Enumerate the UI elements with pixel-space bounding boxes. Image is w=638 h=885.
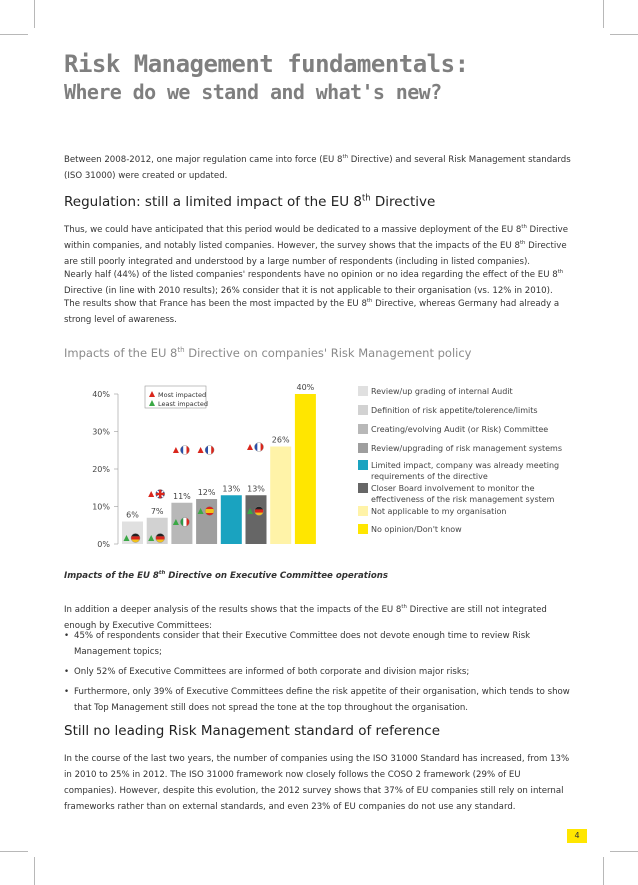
paragraph: In addition a deeper analysis of the results shows that the impacts of the EU 8th Directive are still not integrated enough by Executive Committees: — [64, 604, 547, 631]
legend-swatch — [358, 483, 368, 493]
france-flag-icon — [254, 442, 264, 452]
crop-mark — [34, 857, 35, 885]
bar — [270, 447, 291, 545]
list-item: • Furthermore, only 39% of Executive Committees define the risk appetite of their organisation, which tends to show that Top Management still does not spread the tone at the top throughout the organisation. — [64, 684, 576, 716]
legend-swatch — [358, 524, 368, 534]
y-tick-label: 0% — [97, 540, 110, 549]
section-heading-standards: Still no leading Risk Management standard of reference — [64, 723, 441, 739]
paragraph: Nearly half (44%) of the listed companies' respondents have no opinion or no idea regarding the effect of the EU 8th Directive (in line with 2010 results); 26% consider that it is not applicable to their organisation (vs. 12% in 2010). — [64, 269, 564, 296]
y-tick-label: 20% — [92, 465, 110, 474]
france-flag-icon — [205, 445, 215, 455]
page-title: Risk Management fundamentals: — [64, 50, 469, 78]
legend-swatch — [358, 386, 368, 396]
paragraph: Thus, we could have anticipated that this period would be dedicated to a massive deployment of the EU 8th Directive within companies, and notably listed companies. However, the survey shows that the impacts of the EU 8th Directive are still poorly integrated and understood by a large number of respondents (including in listed companies). — [64, 224, 569, 267]
crop-mark — [610, 851, 638, 852]
page-number: 4 — [567, 829, 587, 843]
impact-key — [145, 386, 208, 408]
legend-label: effectiveness of the risk management system — [371, 495, 555, 504]
bullet-list — [64, 628, 576, 720]
bar-value-label: 13% — [247, 484, 265, 494]
paragraph: The results show that France has been the most impacted by the EU 8th Directive, whereas Germany had already a strong level of awareness. — [64, 298, 560, 325]
red-triangle-icon — [148, 491, 154, 497]
red-triangle-icon — [198, 447, 204, 453]
bar-value-label: 7% — [150, 506, 164, 516]
legend-label: Review/upgrading of risk management systems — [371, 444, 562, 453]
paragraph: In the course of the last two years, the number of companies using the ISO 31000 Standard has increased, from 13% in 2010 to 25% in 2012. The ISO 31000 framework now closely follows the COSO 2 framework (29% of EU companies). However, despite this evolution, the 2012 survey shows that 37% of EU companies still rely on internal frameworks rather than on external standards, and even 23% of EU companies do not use any standard. — [64, 754, 570, 812]
legend-label: Creating/evolving Audit (or Risk) Committee — [371, 425, 549, 434]
bar-value-label: 12% — [197, 488, 216, 497]
uk-flag-icon — [155, 489, 165, 499]
legend-swatch — [358, 460, 368, 470]
y-tick-label: 40% — [92, 390, 110, 399]
legend-label: Review/up grading of internal Audit — [371, 387, 513, 396]
crop-mark — [0, 34, 28, 35]
bar — [295, 394, 316, 544]
crop-mark — [34, 0, 35, 28]
chart-title: Impacts of the EU 8th Directive on companies' Risk Management policy — [64, 345, 472, 360]
legend-swatch — [358, 405, 368, 415]
bar — [246, 495, 267, 544]
crop-mark — [603, 0, 604, 28]
legend-label: No opinion/Don't know — [371, 525, 462, 534]
legend-label: requirements of the directive — [371, 472, 488, 481]
page-subtitle: Where do we stand and what's new? — [64, 80, 442, 104]
legend-swatch — [358, 506, 368, 516]
crop-mark — [610, 34, 638, 35]
bar — [196, 499, 217, 544]
intro-paragraph: Between 2008-2012, one major regulation came into force (EU 8th Directive) and several Risk Management standards (ISO 31000) were created or updated. — [64, 154, 571, 181]
crop-mark — [603, 857, 604, 885]
chart-caption: Impacts of the EU 8th Directive on Executive Committee operations — [64, 570, 388, 581]
legend-label: Definition of risk appetite/tolerence/limits — [371, 406, 538, 415]
least-impacted-label: Least impacted — [158, 400, 208, 408]
legend-swatch — [358, 424, 368, 434]
bar-value-label: 40% — [296, 383, 315, 392]
bar-value-label: 11% — [173, 491, 191, 501]
legend-label: Not applicable to my organisation — [371, 507, 507, 516]
bar-value-label: 6% — [126, 510, 139, 520]
y-tick-label: 30% — [92, 427, 110, 437]
y-tick-label: 10% — [92, 502, 110, 512]
legend-label: Limited impact, company was already meeting — [371, 461, 560, 470]
red-triangle-icon — [247, 444, 253, 450]
list-item: • Only 52% of Executive Committees are informed of both corporate and division major risks; — [64, 664, 576, 680]
list-item: • 45% of respondents consider that their Executive Committee does not devote enough time to review Risk Management topics; — [64, 628, 576, 660]
most-impacted-label: Most impacted — [158, 391, 207, 399]
france-flag-icon — [180, 445, 190, 455]
bar-value-label: 13% — [222, 484, 241, 494]
bar — [221, 495, 242, 544]
crop-mark — [0, 851, 28, 852]
legend-swatch — [358, 443, 368, 453]
country-flag-markers — [124, 442, 265, 543]
bar-value-label: 26% — [271, 435, 290, 445]
bar-chart — [0, 370, 638, 570]
legend-label: Closer Board involvement to monitor the — [371, 484, 535, 493]
red-triangle-icon — [173, 447, 179, 453]
section-heading-regulation: Regulation: still a limited impact of the EU 8th Directive — [64, 192, 436, 210]
